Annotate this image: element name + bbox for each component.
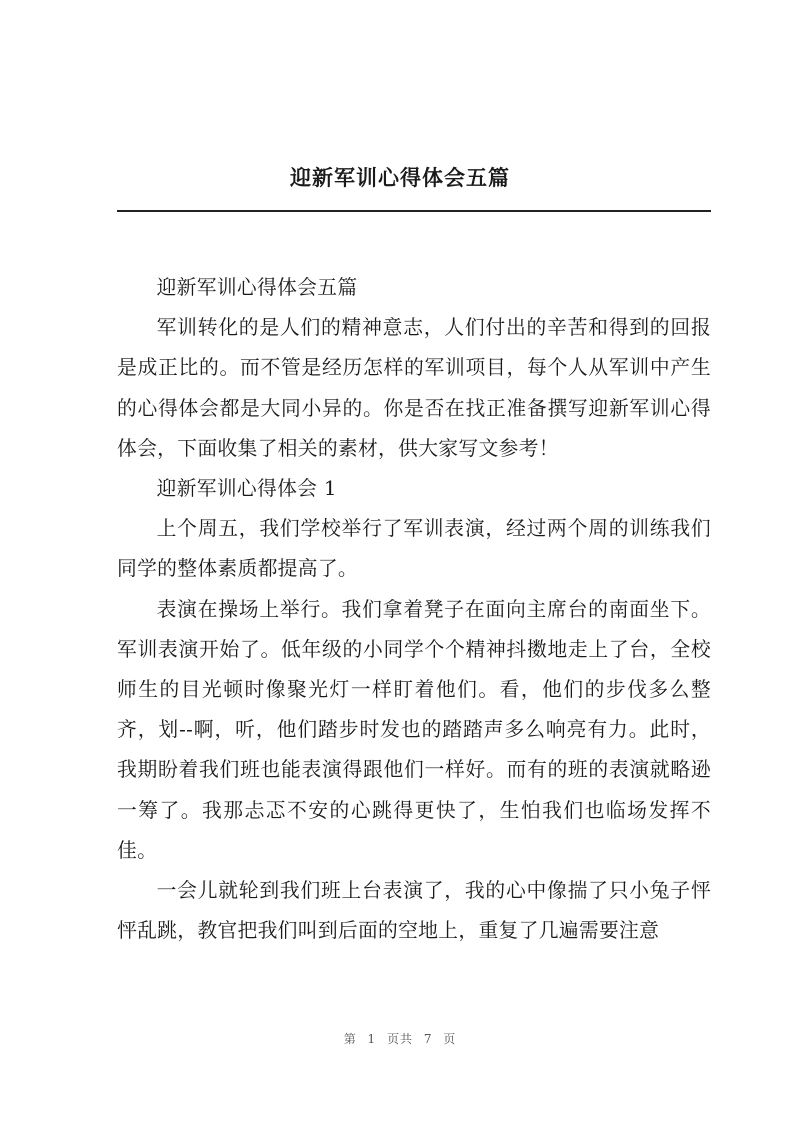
paragraph: 表演在操场上举行。我们拿着凳子在面向主席台的南面坐下。军训表演开始了。低年级的小同学个个精神抖擞地走上了台，全校师生的目光顿时像聚光灯一样盯着他们。看，他们的步伐多么整齐，划--啊，听，他们踏步时发也的踏踏声多么响亮有力。此时，我期盼着我们班也能表演得跟他们一样好。而有的班的表演就略逊一筹了。我那忐忑不安的心跳得更快了，生怕我们也临场发挥不佳。 [117,597,711,862]
page-footer: 第 1 页共 7 页 [343,1032,457,1046]
document-body [117,268,711,951]
paragraph-section-heading: 迎新军训心得体会 1 [156,477,337,501]
document-title: 迎新军训心得体会五篇 [290,165,510,190]
paragraph-intro: 军训转化的是人们的精神意志，人们付出的辛苦和得到的回报是成正比的。而不管是经历怎样的军训项目，每个人从军训中产生的心得体会都是大同小异的。你是否在找正准备撰写迎新军训心得体会，下面收集了相关的素材，供大家写文参考！ [117,316,711,460]
paragraph-heading: 迎新军训心得体会五篇 [156,276,358,299]
paragraph: 上个周五，我们学校举行了军训表演，经过两个周的训练我们同学的整体素质都提高了。 [117,517,711,581]
paragraph: 一会儿就轮到我们班上台表演了，我的心中像揣了只小兔子怦怦乱跳，教官把我们叫到后面的空地上，重复了几遍需要注意 [117,879,711,943]
title-divider [117,210,711,212]
